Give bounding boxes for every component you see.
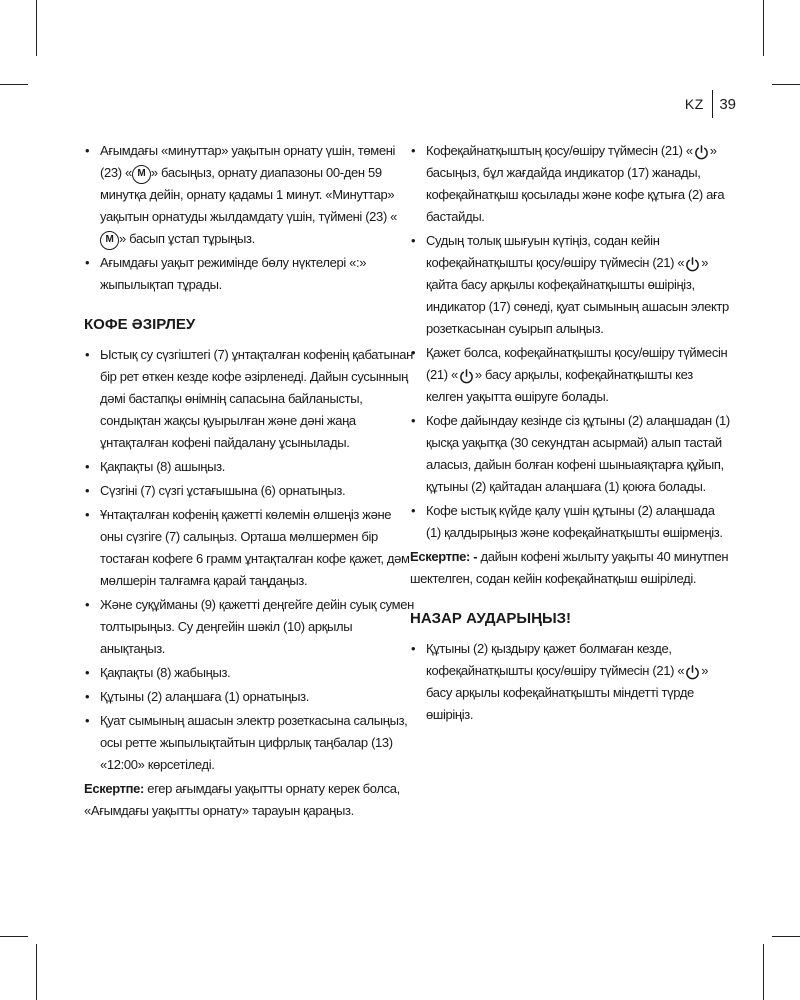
attention-list <box>410 638 730 726</box>
crop-mark <box>36 0 37 56</box>
crop-mark <box>0 936 28 937</box>
power-icon <box>684 256 701 273</box>
list-item: • Кофе ыстық күйде қалу үшін құтыны (2) алаңшада (1) қалдырыңыз және кофеқайнатқышты өшірмеңіз. <box>410 500 730 544</box>
crop-mark <box>763 944 764 1000</box>
list-item: • Сүзгіні (7) сүзгі ұстағышына (6) орнатыңыз. <box>84 480 414 502</box>
minutes-button-icon <box>100 231 119 250</box>
power-icon <box>693 144 710 161</box>
note-label: Ескертпе: <box>84 781 145 796</box>
list-item: • Кофеқайнатқыштың қосу/өшіру түймесін (21) « » басыңыз, бұл жағдайда индикатор (17) жанады, кофеқайнатқыш қосылады және кофе құтыға (2) аға бастайды. <box>410 140 730 228</box>
note: Ескертпе: - дайын кофені жылыту уақыты 40 минутпен шектелген, содан кейін кофеқайнатқыш өшіріледі. <box>410 549 729 586</box>
crop-mark <box>36 944 37 1000</box>
list-item: • Ыстық су сүзгіштегі (7) ұнтақталған кофенің қабатынан бір рет өткен кезде кофе әзірленеді. Дайын сусынның дәмі бастапқы өнімнің сапасына байланысты, сондықтан жақсы қуырылған және дәні жаңа ұнтақталған кофені пайдалану ұсынылады. <box>84 344 414 454</box>
list-item: • Қажет болса, кофеқайнатқышты қосу/өшіру түймесін (21) « » басу арқылы, кофеқайнатқышты кез келген уақытта өшіруге болады. <box>410 342 730 408</box>
crop-mark <box>0 84 28 85</box>
coffee-steps-list <box>84 344 414 776</box>
left-column <box>84 140 414 822</box>
time-setting-list <box>84 140 414 296</box>
page-header <box>685 90 736 118</box>
crop-mark <box>772 84 800 85</box>
crop-mark <box>772 936 800 937</box>
list-item: • Кофе дайындау кезінде сіз құтыны (2) алаңшадан (1) қысқа уақытқа (30 секундтан асырмай) алып тастай аласыз, дайын болған кофені шыныаяқтарға құйып, құтыны (2) қайтадан алаңшаға (1) қоюға болады. <box>410 410 730 498</box>
list-item: • Ағымдағы уақыт режимінде бөлу нүктелері «:» жыпылықтап тұрады. <box>84 252 414 296</box>
power-icon <box>684 664 701 681</box>
list-item: • Және суқұйманы (9) қажетті деңгейге дейін суық сумен толтырыңыз. Су деңгейін шәкіл (10) арқылы анықтаңыз. <box>84 594 414 660</box>
note-label: Ескертпе: - <box>410 549 478 564</box>
language-code: KZ <box>684 96 704 112</box>
list-item: • Ұнтақталған кофенің қажетті көлемін өлшеңіз және оны сүзгіге (7) салыңыз. Орташа мөлшермен бір тостаған кофеге 6 грамм ұнтақталған кофе қажет, дәм мөлшерін талғамға қарай таңдаңыз. <box>84 504 414 592</box>
power-icon <box>458 368 475 385</box>
right-column <box>410 140 730 726</box>
list-item: • Қақпақты (8) жабыңыз. <box>84 662 414 684</box>
list-item: • Қуат сымының ашасын электр розеткасына салыңыз, осы ретте жыпылықтайтын цифрлық таңбалар (13) «12:00» көрсетіледі. <box>84 710 414 776</box>
list-item: • Ағымдағы «минуттар» уақытын орнату үшін, төмені (23) «M » басыңыз, орнату диапазоны 00-ден 59 минутқа дейін, орнату қадамы 1 минут. «Минуттар» уақытын орнатуды жылдамдату үшін, түймені (23) «M» басып ұстап тұрыңыз. <box>84 140 414 250</box>
page-number: 39 <box>719 95 736 113</box>
brewing-list <box>410 140 730 544</box>
minutes-button-icon <box>132 165 151 184</box>
note: Ескертпе: егер ағымдағы уақытты орнату керек болса, «Ағымдағы уақытты орнату» тарауын қараңыз. <box>84 781 400 818</box>
section-heading-coffee: КОФЕ ӘЗІРЛЕУ <box>84 316 196 333</box>
list-item: • Құтыны (2) алаңшаға (1) орнатыңыз. <box>84 686 414 708</box>
section-heading-attention: НАЗАР АУДАРЫҢЫЗ! <box>410 610 572 627</box>
list-item: • Судың толық шығуын күтіңіз, содан кейін кофеқайнатқышты қосу/өшіру түймесін (21) « » қайта басу арқылы кофеқайнатқышты өшіріңіз, индикатор (17) сөнеді, қуат сымының ашасын электр розеткасынан суырып алыңыз. <box>410 230 730 340</box>
header-divider <box>712 90 714 118</box>
list-item: • Қақпақты (8) ашыңыз. <box>84 456 414 478</box>
list-item: • Құтыны (2) қыздыру қажет болмаған кезде, кофеқайнатқышты қосу/өшіру түймесін (21) « » басу арқылы кофеқайнатқышты міндетті түрде өшіріңіз. <box>410 638 730 726</box>
crop-mark <box>763 0 764 56</box>
